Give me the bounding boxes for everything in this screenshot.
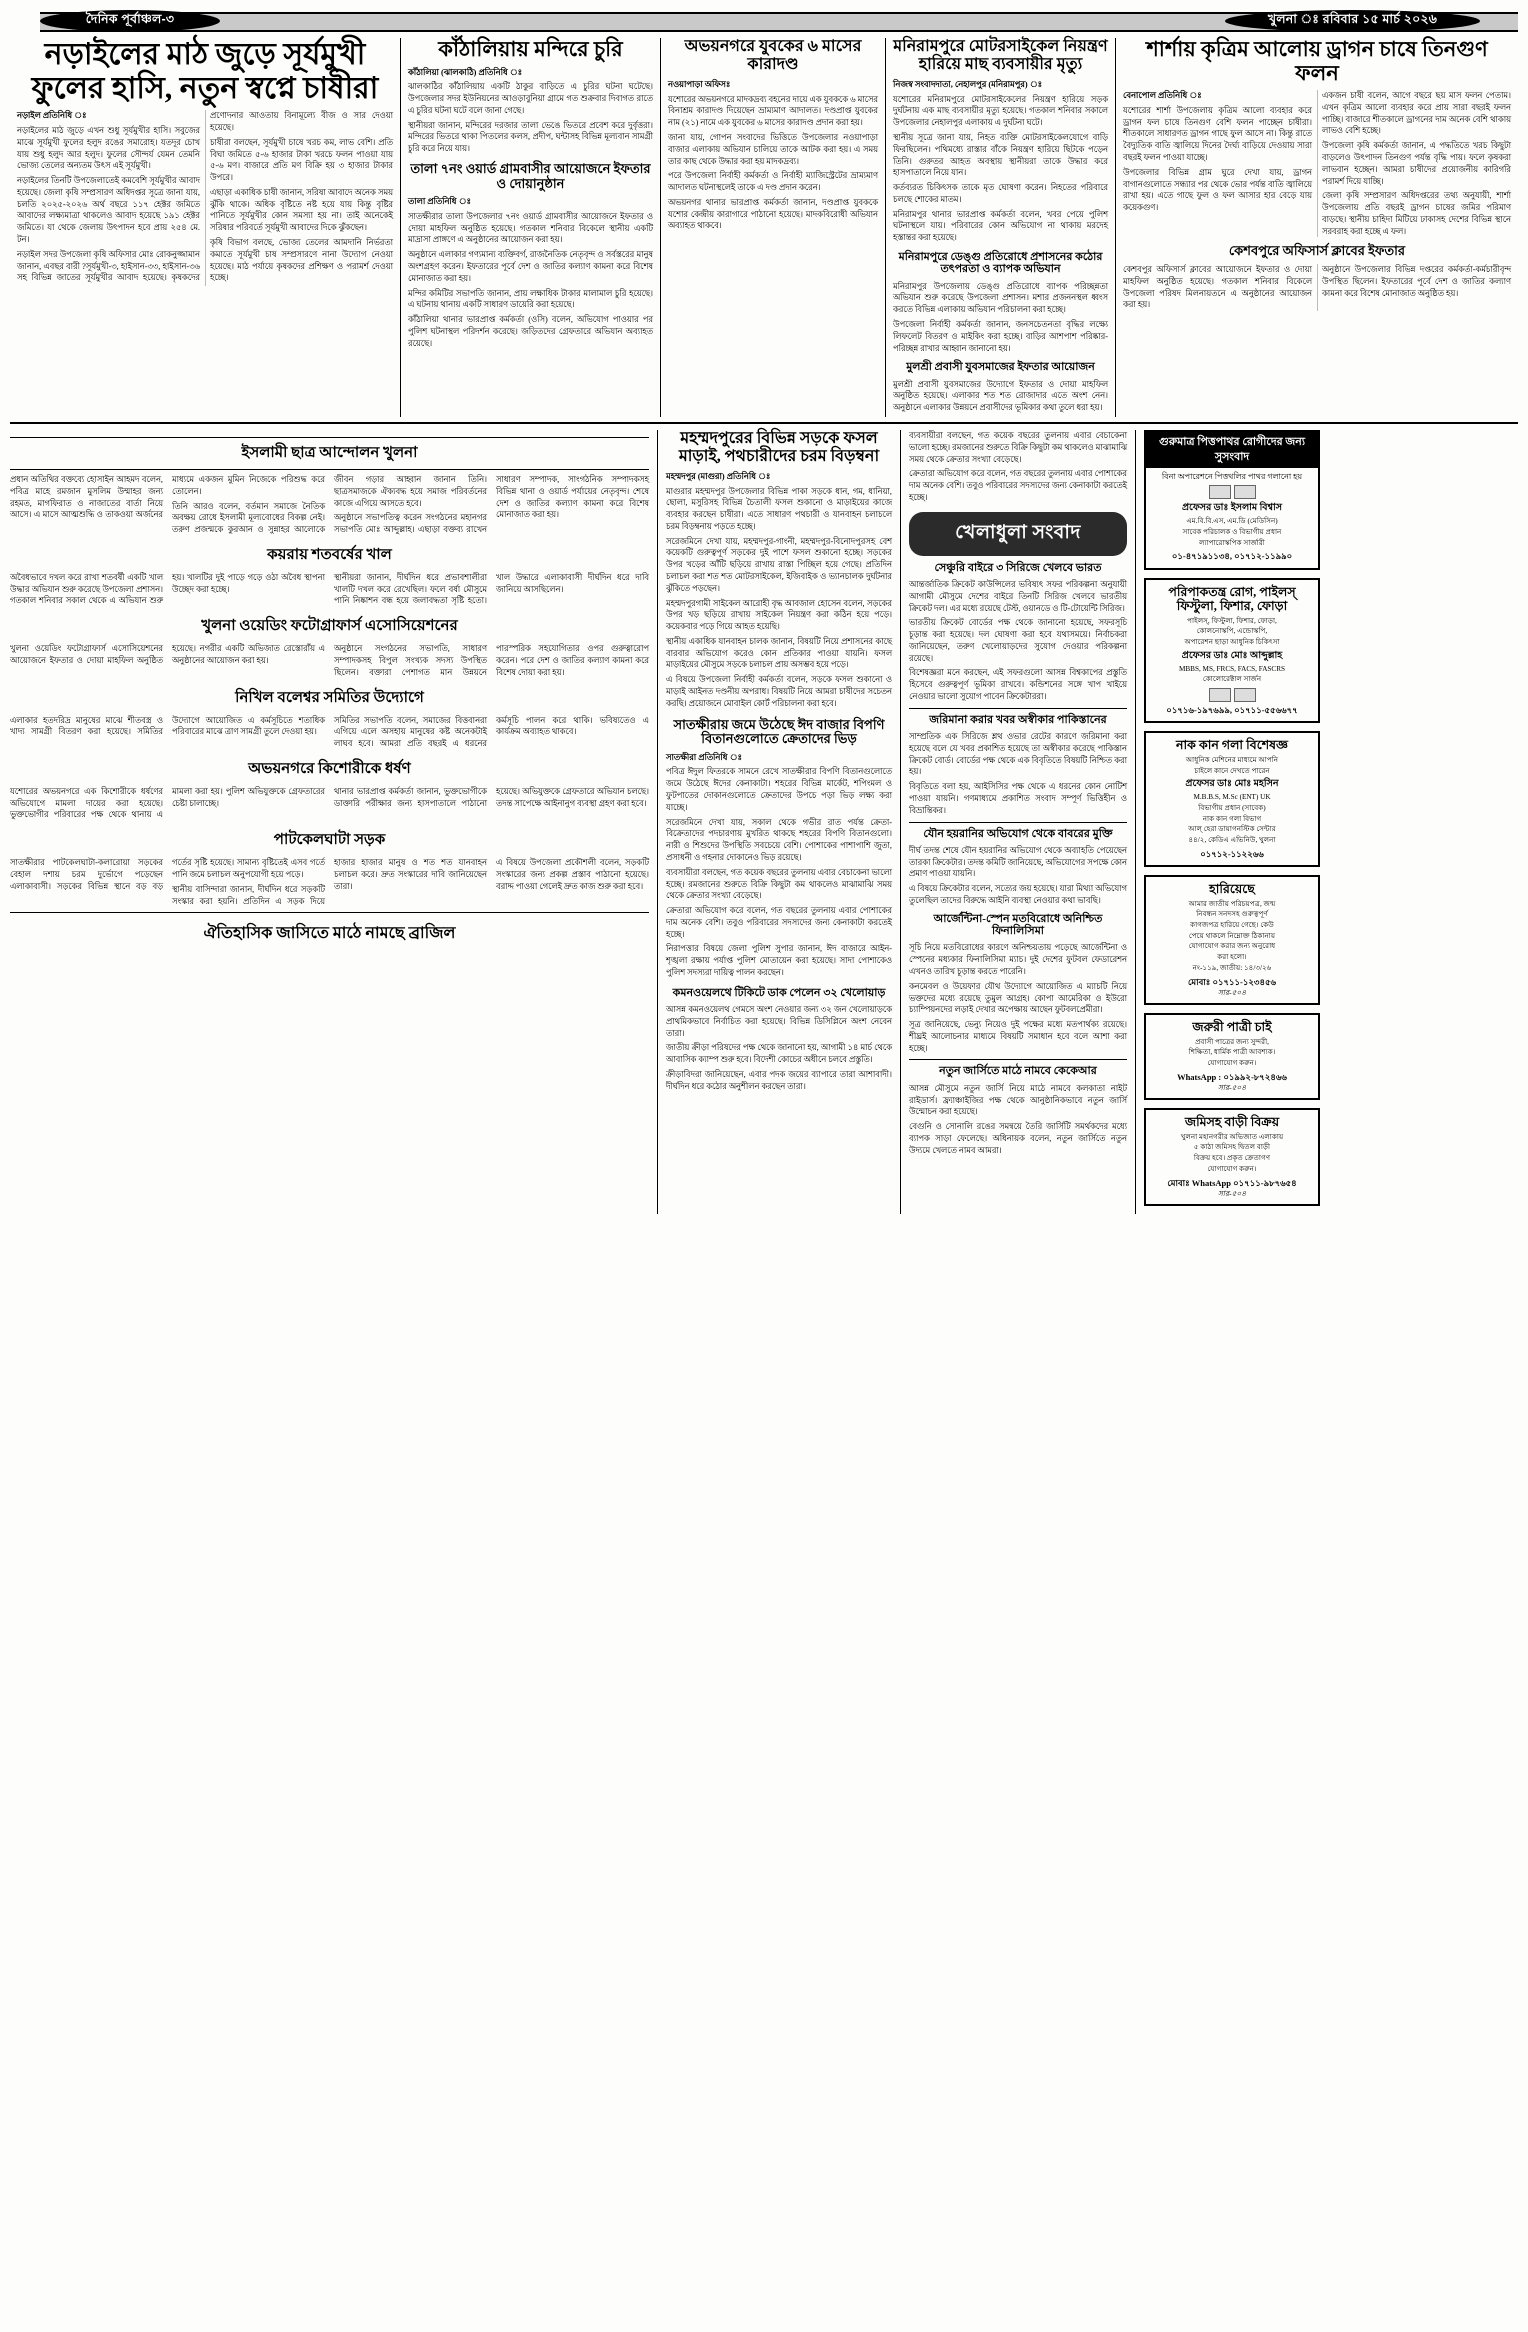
ad-lost-documents[interactable] [1144, 875, 1320, 1005]
story-body [17, 110, 393, 285]
story-paragraph: উপজেলা নির্বাহী কর্মকর্তা জানান, জনসচেতনতা বৃদ্ধির লক্ষ্যে লিফলেট বিতরণ ও মাইকিং করা হচ্ছে। বাড়ির আশপাশ পরিষ্কার-পরিচ্ছন্ন রাখার আহ্বান জানানো হয়। [893, 319, 1108, 353]
ad-doctor-name: প্রফেসর ডাঃ মোঃ মহসিন [1185, 779, 1279, 790]
story-body [666, 1004, 892, 1092]
section-head-koyra-khal: কয়রায় শতবর্ষের খাল [267, 546, 392, 563]
ad-line: প্রবাসী পাত্রের জন্য সুন্দরী, [1195, 1037, 1269, 1046]
story-paragraph: ক্রেতারা অভিযোগ করে বলেন, গত বছরের তুলনায় এবার পোশাকের দাম অনেক বেশি। তবুও পরিবারের সদস্যদের জন্য কেনাকাটা করতেই হচ্ছে। [909, 469, 1127, 502]
sub-story-byline: তালা প্রতিনিধি ঃ [408, 197, 471, 207]
story-paragraph: উপজেলার বিভিন্ন গ্রাম ঘুরে দেখা যায়, ড্রাগন বাগানগুলোতে সন্ধ্যার পর থেকে ভোর পর্যন্ত বাতি জ্বালিয়ে রাখা হয়। এতে গাছে ফুল ও ফল আসার হার বেড়ে যায় কয়েকগুণ। [1123, 167, 1312, 213]
sports-column [901, 430, 1136, 1214]
ad-footer-code: সার-৫০৪ [1217, 1189, 1247, 1199]
section-head-abhaynagar-rape: অভয়নগরে কিশোরীকে ধর্ষণ [248, 760, 411, 777]
ad-line: কোলোরেক্টাল সার্জন [1202, 675, 1262, 684]
satkhira-overflow [909, 430, 1127, 504]
clinic-logo-icon [1209, 485, 1231, 499]
story-headline-mohammadpur: মহম্মদপুরের বিভিন্ন সড়কে ফসল মাড়াই, পথচারীদের চরম বিড়ম্বনা [678, 429, 880, 465]
story-paragraph: অনুষ্ঠানে সংগঠনের সভাপতি, সাধারণ সম্পাদকসহ বিপুল সংখ্যক সদস্য উপস্থিত ছিলেন। বক্তারা পেশাগত মান উন্নয়নে পারস্পরিক সহযোগিতার ওপর গুরুত্বারোপ করেন। পরে দেশ ও জাতির কল্যাণ কামনা করে বিশেষ দোয়া করা হয়। [334, 644, 649, 677]
story-paragraph: স্থানীয় একাধিক যানবাহন চালক জানান, বিষয়টি নিয়ে প্রশাসনের কাছে বারবার অভিযোগ করেও কোন প্রতিকার পাওয়া যায়নি। ফসল মাড়াইয়ের মৌসুমে সড়কে চলাচল প্রায় অসম্ভব হয়ে পড়ে। [666, 636, 892, 670]
advertisement-column [1136, 430, 1320, 1214]
story-body [666, 471, 892, 710]
ad-phone[interactable]: ০১৭১২-১১২২৬৬ [1200, 848, 1264, 859]
story-paragraph: জানা যায়, গোপন সংবাদের ভিত্তিতে উপজেলার নওয়াপাড়া বাজার এলাকায় অভিযান চালিয়ে তাকে আটক করা হয়। এ সময় তার কাছ থেকে উদ্ধার করা হয় মাদকদ্রব্য। [668, 132, 878, 166]
ad-banner-title: গুরুমাত্র পিত্তপাথর রোগীদের জন্য সুসংবাদ [1146, 432, 1318, 468]
story-paragraph: স্থানীয় সূত্রে জানা যায়, নিহত ব্যক্তি মোটরসাইকেলযোগে বাড়ি ফিরছিলেন। পথিমধ্যে রাস্তার বাঁকে নিয়ন্ত্রণ হারিয়ে ছিটকে পড়েন তিনি। গুরুতর আহত অবস্থায় স্থানীয়রা তাকে উদ্ধার করে হাসপাতালে নিয়ে যান। [893, 132, 1108, 178]
ad-line: নিবন্ধন সনদসহ গুরুত্বপূর্ণ [1196, 910, 1268, 919]
ad-line: যোগাযোগ করার জন্য অনুরোধ [1188, 942, 1276, 951]
story-kathalia-temple-theft [400, 38, 660, 417]
story-paragraph: মনিরামপুর থানার ভারপ্রাপ্ত কর্মকর্তা বলেন, খবর পেয়ে পুলিশ ঘটনাস্থলে যায়। পরিবারের কোন অভিযোগ না থাকায় মরদেহ হস্তান্তর করা হয়েছে। [893, 209, 1108, 243]
story-paragraph: উপজেলা কৃষি কর্মকর্তা জানান, এ পদ্ধতিতে খরচ কিছুটা বাড়লেও উৎপাদন তিনগুণ পর্যন্ত বৃদ্ধি পায়। ফলে কৃষকরা লাভবান হচ্ছেন। আমরা চাষীদের প্রয়োজনীয় কারিগরি পরামর্শ দিয়ে যাচ্ছি। [1322, 141, 1511, 186]
sub-headline-tala-ward: তালা ৭নং ওয়ার্ড গ্রামবাসীর আয়োজনে ইফতার ও দোয়ানুষ্ঠান [410, 160, 651, 191]
story-paragraph: স্থানীয়রা জানান, দীর্ঘদিন ধরে প্রভাবশালীরা খালটি দখল করে রেখেছিল। ফলে বর্ষা মৌসুমে পানি নিষ্কাশন বন্ধ হয়ে জলাবদ্ধতা সৃষ্টি হতো। খাল উদ্ধারে এলাকাবাসী দীর্ঘদিন ধরে দাবি জানিয়ে আসছিলেন। [334, 572, 649, 606]
story-paragraph: নড়াইলের তিনটি উপজেলাতেই কমবেশি সূর্যমুখীর আবাদ হয়েছে। জেলা কৃষি সম্প্রসারণ অধিদপ্তর সূত্রে জানা যায়, চলতি ২০২৫-২০২৬ অর্থ বছরে ১১৭ হেক্টর জমিতে আবাদের লক্ষ্যমাত্রা থাকলেও আবাদ হয়েছে ১৯১ হেক্টর জমিতে। যা থেকে জেলায় উৎপাদন হবে প্রায় ২৫৪ মে. টন। [17, 176, 200, 244]
story-paragraph: আসন্ন মৌসুমে নতুন জার্সি নিয়ে মাঠে নামবে কলকাতা নাইট রাইডার্স। ফ্র্যাঞ্চাইজির পক্ষ থেকে আনুষ্ঠানিকভাবে নতুন জার্সি উন্মোচন করা হয়েছে। [909, 1083, 1127, 1117]
ad-ent-specialist[interactable] [1144, 731, 1320, 867]
story-paragraph: জাতীয় ক্রীড়া পরিষদের পক্ষ থেকে জানানো হয়, আগামী ১৪ মার্চ থেকে আবাসিক ক্যাম্প শুরু হবে। বিদেশী কোচের অধীনে চলবে প্রস্তুতি। [666, 1043, 892, 1065]
sports-headline-babar-cleared: যৌন হয়রানির অভিযোগ থেকে বাবরের মুক্তি [923, 827, 1113, 840]
story-paragraph: এলাকার হতদরিদ্র মানুষের মাঝে শীতবস্ত্র ও খাদ্য সামগ্রী বিতরণ করা হয়েছে। সমিতির উদ্যোগে আয়োজিত এ কর্মসূচিতে শতাধিক পরিবারের মাঝে ত্রাণ সামগ্রী তুলে দেওয়া হয়। [10, 715, 325, 737]
ad-footer-code: সার-৫০৪ [1217, 1083, 1247, 1093]
sports-headline-kkr-jersey: নতুন জার্সিতে মাঠে নামবে কেকেআর [939, 1065, 1097, 1078]
ad-line: কাগজপত্র হারিয়ে গেছে। কেউ [1190, 920, 1274, 929]
story-paragraph: স্থানীয় বাসিন্দারা জানান, দীর্ঘদিন ধরে সড়কটি সংস্কার করা হয়নি। প্রতিদিন এ সড়ক দিয়ে হাজার হাজার মানুষ ও শত শত যানবাহন চলাচল করে। দ্রুত সংস্কারের দাবি জানিয়েছেন তারা। [172, 858, 487, 906]
story-paragraph: মাগুরার মহম্মদপুর উপজেলার বিভিন্ন পাকা সড়কে ধান, গম, ধানিয়া, ছোলা, মসুরিসহ বিভিন্ন চৈতালী ফসল শুকানো ও মাড়াইয়ের কাজে ব্যবহার করছেন চাষীরা। এতে সাধারণ পথচারী ও যানবাহন চলাচলে চরম বিড়ম্বনায় পড়তে হচ্ছে। [666, 486, 892, 531]
sub-story-body [893, 379, 1108, 414]
story-paragraph: আন্তর্জাতিক ক্রিকেট কাউন্সিলের ভবিষ্যৎ সফর পরিকল্পনা অনুযায়ী আগামী মৌসুমে দেশের বাইরে তিনটি সিরিজ খেলবে ভারতীয় ক্রিকেট দল। এর মধ্যে রয়েছে টেস্ট, ওয়ানডে ও টি-টোয়েন্টি সিরিজ। [909, 579, 1127, 613]
story-paragraph: এ বিষয়ে উপজেলা নির্বাহী কর্মকর্তা বলেন, সড়কে ফসল শুকানো ও মাড়াই আইনত দণ্ডনীয় অপরাধ। বিষয়টি নিয়ে আমরা চাষীদের সচেতন করছি। প্রয়োজনে মোবাইল কোর্ট পরিচালনা করা হবে। [666, 675, 892, 708]
ad-title: জরুরী পাত্রী চাই [1192, 1020, 1272, 1035]
story-paragraph: খুলনা ওয়েডিং ফটোগ্রাফার্স এসোসিয়েশনের আয়োজনে ইফতার ও দোয়া মাহফিল অনুষ্ঠিত হয়েছে। নগরীর একটি অভিজাত রেস্তোরাঁয় এ অনুষ্ঠানের আয়োজন করা হয়। [10, 644, 325, 665]
section-divider [10, 422, 1518, 424]
story-paragraph: নিরাপত্তার বিষয়ে জেলা পুলিশ সুপার জানান, ঈদ বাজারে আইন-শৃঙ্খলা রক্ষায় পর্যাপ্ত পুলিশ মোতায়েন করা হয়েছে। সাদা পোশাকেও পুলিশ সদস্যরা দায়িত্ব পালন করছেন। [666, 944, 892, 977]
section-divider [909, 1059, 1127, 1060]
story-body [668, 79, 878, 232]
story-body [893, 79, 1108, 244]
story-paragraph: অনুষ্ঠানে সভাপতিত্ব করেন সংগঠনের মহানগর সভাপতি মোঃ আব্দুল্লাহ। এছাড়া বক্তব্য রাখেন সাধারণ সম্পাদক, সাংগঠনিক সম্পাদকসহ বিভিন্ন থানা ও ওয়ার্ড পর্যায়ের নেতৃবৃন্দ। শেষে দেশ ও জাতির কল্যাণ কামনা করে বিশেষ মোনাজাত করা হয়। [334, 474, 649, 535]
sports-body [909, 579, 1127, 703]
section-head-wedding-photographers: খুলনা ওয়েডিং ফটোগ্রাফার্স এসোসিয়েশনের [201, 618, 458, 635]
section-body [10, 474, 649, 536]
story-paragraph: তিনি আরও বলেন, বর্তমান সমাজে নৈতিক অবক্ষয় রোধে ইসলামী মূল্যবোধের বিকল্প নেই। তরুণ প্রজন্মকে কুরআন ও সুন্নাহর আলোকে জীবন গড়ার আহ্বান জানান তিনি। ছাত্রসমাজকে ঐক্যবদ্ধ হয়ে সমাজ পরিবর্তনের কাজে এগিয়ে আসতে হবে। [172, 474, 487, 535]
story-byline: বেনাপোল প্রতিনিধি ঃ [1123, 91, 1202, 101]
masthead-edition-pill: দৈনিক পূর্বাঞ্চল-৩ [40, 10, 220, 32]
ad-line: M.B.B.S, M.Sc (ENT) UK [1193, 793, 1271, 802]
story-body [666, 752, 892, 979]
story-paragraph: থানার ভারপ্রাপ্ত কর্মকর্তা জানান, ভুক্তভোগীকে ডাক্তারি পরীক্ষার জন্য হাসপাতালে পাঠানো হয়েছে। অভিযুক্তকে গ্রেফতারে অভিযান চলছে। তদন্ত সাপেক্ষে আইনানুগ ব্যবস্থা গ্রহণ করা হবে। [334, 786, 649, 808]
ad-footer-code: সার-৫০৪ [1217, 988, 1247, 998]
ad-line: বিক্রয় হবে। প্রকৃত ক্রেতাগণ [1193, 1154, 1271, 1163]
story-headline: অভয়নগরে যুবকের ৬ মাসের কারাদণ্ড [684, 38, 862, 73]
ad-line: পাইলস্, ফিস্টুলা, ফিশার, ফোড়া, [1187, 616, 1277, 625]
ad-phone[interactable]: ০১-৪৭১৯১১৩৪, ০১৭১২-১১৯৯০ [1171, 551, 1293, 562]
ad-line: ৪৪/২, কেডিএ এভিনিউ, খুলনা [1188, 835, 1276, 844]
story-paragraph: কেশবপুর অফিসার্স ক্লাবের আয়োজনে ইফতার ও দোয়া মাহফিল অনুষ্ঠিত হয়েছে। গতকাল শনিবার বিকেলে উপজেলা পরিষদ মিলনায়তনে এ অনুষ্ঠানের আয়োজন করা হয়। [1123, 264, 1312, 310]
story-body [909, 942, 1127, 1054]
story-body [408, 67, 653, 155]
story-paragraph: এ বিষয়ে ক্রিকেটার বলেন, সত্যের জয় হয়েছে। যারা মিথ্যা অভিযোগ তুলেছিল তাদের বিরুদ্ধে আইনি ব্যবস্থা নেওয়ার কথা ভাবছি। [909, 884, 1127, 905]
sports-headline-pakistan-fine: জরিমানা করার খবর অস্বীকার পাকিস্তানের [929, 713, 1107, 726]
sports-body [909, 731, 1127, 816]
ad-line: বিনা অপারেশনে পিত্তথলির পাথর গলানো হয় [1161, 471, 1303, 481]
ad-logo-row [1152, 688, 1312, 702]
story-abhaynagar-jail [660, 38, 885, 417]
story-sharsha-dragon [1115, 38, 1518, 417]
story-paragraph: কৃষি বিভাগ বলছে, ভোজ্য তেলের আমদানি নির্ভরতা কমাতে সূর্যমুখী চাষ সম্প্রসারণে নানা উদ্যোগ নেওয়া হয়েছে। মাঠ পর্যায়ে কৃষকদের প্রশিক্ষণ ও পরামর্শ দেওয়া হচ্ছে। [210, 238, 393, 283]
ad-bride-wanted[interactable] [1144, 1013, 1320, 1100]
ad-house-for-sale[interactable] [1144, 1108, 1320, 1206]
story-byline: নড়াইল প্রতিনিধি ঃ [17, 111, 87, 121]
story-byline: কাঁঠালিয়া (ঝালকাঠি) প্রতিনিধি ঃ [408, 67, 523, 77]
story-paragraph: ব্যবসায়ীরা বলছেন, গত কয়েক বছরের তুলনায় এবার বেচাকেনা ভালো হচ্ছে। রমজানের শুরুতে বিক্রি কিছুটা কম থাকলেও মাঝামাঝি সময় থেকে ক্রেতার সংখ্যা বেড়েছে। [666, 867, 892, 901]
story-paragraph: নড়াইলের মাঠ জুড়ে এখন শুধু সূর্যমুখীর হাসি। সবুজের মাঝে সূর্যমুখী ফুলের হলুদ রঙের সমারোহ। যতদূর চোখ যায় শুধু হলুদ আর হলুদ। ফুলের সৌন্দর্য যেমন তেমনি ভোজ্য তেলের অন্যতম উৎস এই সূর্যমুখী। [17, 125, 200, 171]
story-paragraph: ক্রীড়াবিদরা জানিয়েছেন, এবার পদক জয়ের ব্যাপারে তারা আশাবাদী। দীর্ঘদিন ধরে কঠোর অনুশীলন করছেন তারা। [666, 1069, 892, 1091]
sub-story-body [893, 281, 1108, 355]
story-paragraph: মনিরামপুর উপজেলায় ডেঙ্গু প্রতিরোধে ব্যাপক পরিচ্ছন্নতা অভিযান শুরু করেছে উপজেলা প্রশাসন। মশার প্রজননস্থল ধ্বংস করতে বিভিন্ন এলাকায় অভিযান পরিচালনা করা হচ্ছে। [893, 281, 1108, 315]
sub-headline-keshabpur-iftar: কেশবপুরে অফিসার্স ক্লাবের ইফতার [1228, 243, 1406, 259]
section-head-brazil: ঐতিহাসিক জাসিতে মাঠে নামছে ব্রাজিল [203, 925, 456, 943]
ad-line: MBBS, MS, FRCS, FACS, FASCRS [1178, 664, 1285, 673]
ad-line: সাবেক পরিচালক ও বিভাগীয় প্রধান [1182, 527, 1282, 536]
sub-story-body [1123, 264, 1511, 311]
ad-line: এম.বি.বি.এস, এম.ডি (মেডিসিন) [1186, 517, 1278, 526]
ad-line: কোলনোস্কপি, এন্ডোস্কপি, [1196, 627, 1268, 636]
ad-phone[interactable]: ০১৭১৬-১৯৭৬৯৯, ০১৭১১-৫৫৬৬৭৭ [1166, 705, 1298, 716]
story-body [1123, 90, 1511, 237]
masthead-date-pill: খুলনা ঃ রবিবার ১৫ মার্চ ২০২৬ [1225, 10, 1480, 32]
section-body [10, 572, 649, 607]
top-stories-grid [10, 38, 1518, 417]
story-headline-commonwealth: কমনওয়েলথে টিকিটে ডাক পেলেন ৩২ খেলোয়াড় [672, 986, 886, 999]
ad-title: জমিসহ বাড়ী বিক্রয় [1184, 1115, 1280, 1130]
sports-body [909, 1083, 1127, 1157]
story-paragraph: এছাড়া একাধিক চাষী জানান, সরিষা আবাদে অনেক সময় ঝুঁকি থাকে। অধিক বৃষ্টিতে নষ্ট হয়ে যায় কিন্তু বৃষ্টির পানিতে সূর্যমুখীর কোন সমস্যা হয় না। তাই অনেকেই সরিষার পরিবর্তে সূর্যমুখী আবাদের দিকে ঝুঁকছেন। [210, 187, 393, 233]
story-headline: শার্শায় কৃত্রিম আলোয় ড্রাগন চাষে তিনগুণ ফলন [1146, 37, 1488, 85]
story-paragraph: পবিত্র ঈদুল ফিতরকে সামনে রেখে সাতক্ষীরার বিপণি বিতানগুলোতে জমে উঠেছে ঈদের কেনাকাটা। শহরের বিভিন্ন মার্কেট, শপিংমল ও ফুটপাতের দোকানগুলোতে ক্রেতাদের উপচে পড়া ভিড় লক্ষ্য করা যাচ্ছে। [666, 767, 892, 812]
story-paragraph: কাঁঠালিয়া থানার ভারপ্রাপ্ত কর্মকর্তা (ওসি) বলেন, অভিযোগ পাওয়ার পর পুলিশ ঘটনাস্থল পরিদর্শন করেছে। জড়িতদের গ্রেফতারে অভিযান অব্যাহত রয়েছে। [408, 315, 653, 348]
story-headline-finalissima: আর্জেন্টিনা-স্পেন মতবিরোধে অনিশ্চিত ফিনালিসিমা [933, 912, 1103, 938]
story-narail-sunflower [10, 38, 400, 417]
ad-line: যোগাযোগ করুন। [1207, 1058, 1257, 1067]
ad-line: খুলনা মহানগরীর অভিজাত এলাকায় [1180, 1132, 1284, 1141]
story-headline: নড়াইলের মাঠ জুড়ে সূর্যমুখী ফুলের হাসি, নতুন স্বপ্নে চাষীরা [31, 38, 379, 105]
sub-headline-mulshri-iftar: মুলশ্রী প্রবাসী যুবসমাজের ইফতার আয়োজন [906, 361, 1095, 374]
story-byline: মহম্মদপুর (মাগুরা) প্রতিনিধি ঃ [666, 471, 771, 481]
ad-line: নং-১১৯, জাতীয়: ১৪/৩/২৬ [1192, 963, 1272, 972]
story-paragraph: বেগুনি ও সোনালি রঙের সমন্বয়ে তৈরি জার্সিটি সমর্থকদের মধ্যে ব্যাপক সাড়া ফেলেছে। অধিনায়ক বলেন, নতুন জার্সিতে নতুন উদ্যমে খেলতে নামব আমরা। [909, 1122, 1127, 1155]
ad-line: আধুনিক মেশিনের মাধ্যমে আপনি [1185, 755, 1279, 764]
story-paragraph: কর্তব্যরত চিকিৎসক তাকে মৃত ঘোষণা করেন। নিহতের পরিবারে চলছে শোকের মাতম। [893, 183, 1108, 204]
ad-title: হারিয়েছে [1209, 882, 1255, 897]
story-byline: নওয়াপাড়া অফিসঃ [668, 79, 731, 89]
story-paragraph: অবৈধভাবে দখল করে রাখা শতবর্ষী একটি খাল উদ্ধার অভিযান শুরু করেছে উপজেলা প্রশাসন। গতকাল শনিবার সকাল থেকে এ অভিযান শুরু হয়। খালটির দুই পাড়ে গড়ে ওঠা অবৈধ স্থাপনা উচ্ছেদ করা হচ্ছে। [10, 572, 325, 606]
story-headline-satkhira-eid: সাতক্ষীরায় জমে উঠেছে ঈদ বাজার বিপণি বিতানগুলোতে ক্রেতাদের ভিড় [673, 716, 885, 747]
story-paragraph: ঝালকাঠির কাঁঠালিয়ায় একটি ঠাকুর বাড়িতে এ চুরির ঘটনা ঘটেছে। উপজেলার সদর ইউনিয়নের আওড়াবুনিয়া গ্রামে গত শুক্রবার দিবাগত রাতে এ চুরির ঘটনা ঘটে বলে জানা গেছে। [408, 82, 653, 115]
ad-gallstone[interactable] [1144, 430, 1320, 570]
clinic-logo-icon [1209, 688, 1231, 702]
sports-headline-india-series: সেঞ্চুরি বাইরে ৩ সিরিজে খেলবে ভারত [934, 561, 1102, 574]
section-head-patkelghata-road: পাটকেলঘাটা সড়ক [273, 832, 386, 849]
story-headline: কাঁঠালিয়ায় মন্দিরে চুরি [438, 37, 623, 61]
story-paragraph: ব্যবসায়ীরা বলছেন, গত কয়েক বছরের তুলনায় এবার বেচাকেনা ভালো হচ্ছে। রমজানের শুরুতে বিক্রি কিছুটা কম থাকলেও মাঝামাঝি সময় থেকে ক্রেতার সংখ্যা বেড়েছে। [909, 430, 1127, 464]
sports-section-banner: খেলাধুলা সংবাদ [909, 512, 1127, 556]
section-body [10, 786, 649, 821]
ad-title: নাক কান গলা বিশেষজ্ঞ [1176, 738, 1288, 753]
section-body [10, 643, 649, 678]
ad-line: চাইলে কানে দেখতে পারেন [1194, 766, 1270, 775]
ad-line: পেয়ে থাকলে নিম্নোক্ত ঠিকানায় [1188, 931, 1276, 940]
story-paragraph: জেলা কৃষি সম্প্রসারণ অধিদপ্তরের তথ্য অনুযায়ী, শার্শা উপজেলায় প্রতি বছরই ড্রাগন চাষের জমির পরিমাণ বাড়ছে। স্থানীয় চাহিদা মিটিয়ে ঢাকাসহ দেশের বিভিন্ন স্থানে সরবরাহ করা হচ্ছে এ ফল। [1322, 191, 1511, 236]
story-paragraph: কনমেবল ও উয়েফার যৌথ উদ্যোগে আয়োজিত এ ম্যাচটি নিয়ে ভক্তদের মধ্যে রয়েছে তুমুল আগ্রহ। কোপা আমেরিকা ও ইউরো চ্যাম্পিয়নদের লড়াই দেখার অপেক্ষায় আছেন ফুটবলপ্রেমীরা। [909, 981, 1127, 1015]
section-divider [10, 912, 649, 913]
sub-headline-dengue: মনিরামপুরে ডেঙ্গু প্রতিরোধে প্রশাসনের কঠোর তৎপরতা ও ব্যাপক অভিযান [898, 250, 1103, 276]
ad-phone[interactable]: WhatsApp : ০১৯৯২-৮৭২৪৬৬ [1177, 1071, 1287, 1082]
section-head-islami-chhatra: ইসলামী ছাত্র আন্দোলন খুলনা [10, 437, 649, 470]
clinic-logo-icon [1234, 485, 1256, 499]
lower-left-column [10, 430, 658, 1214]
story-paragraph: সূত্র জানিয়েছে, ভেন্যু নিয়েও দুই পক্ষের মধ্যে মতপার্থক্য রয়েছে। শীঘ্রই আলোচনার মাধ্যমে বিষয়টি সমাধান হবে বলে আশা করা হচ্ছে। [909, 1020, 1127, 1053]
story-paragraph: যশোরের অভয়নগরে মাদকদ্রব্য বহনের দায়ে এক যুবককে ৬ মাসের বিনাশ্রম কারাদণ্ড দিয়েছেন ভ্রাম্যমাণ আদালত। দণ্ডপ্রাপ্ত যুবকের নাম (২১) নামে এক যুবকের ৬ মাসের কারাদণ্ড প্রদান করা হয়। [668, 94, 878, 128]
story-paragraph: এ বিষয়ে উপজেলা প্রকৌশলী বলেন, সড়কটি সংস্কারের জন্য প্রকল্প প্রস্তাব পাঠানো হয়েছে। বরাদ্দ পাওয়া গেলেই দ্রুত কাজ শুরু করা হবে। [496, 858, 649, 891]
story-paragraph: চাষীরা বলছেন, সূর্যমুখী চাষে খরচ কম, লাভ বেশি। প্রতি বিঘা জমিতে ৫-৬ হাজার টাকা খরচে ফলন পাওয়া যায় ৫-৬ মণ। বাজারে প্রতি মণ বিক্রি হয় ৩ হাজার টাকার উপরে। [210, 137, 393, 183]
story-paragraph: পরে উপজেলা নির্বাহী কর্মকর্তা ও নির্বাহী ম্যাজিস্ট্রেটের ভ্রাম্যমাণ আদালত ঘটনাস্থলেই তাকে এ দণ্ড প্রদান করেন। [668, 171, 878, 193]
story-paragraph: সাম্প্রতিক এক সিরিজে শ্লথ ওভার রেটের কারণে জরিমানা করা হয়েছে বলে যে খবর প্রকাশিত হয়েছে তা অস্বীকার করেছে পাকিস্তান ক্রিকেট বোর্ড। বোর্ডের পক্ষ থেকে এক বিবৃতিতে বিষয়টি নিশ্চিত করা হয়। [909, 732, 1127, 777]
story-manirampur-accident [885, 38, 1115, 417]
ad-line: ল্যাপারোস্কপিক সার্জারী [1199, 538, 1265, 547]
story-paragraph: যশোরের শার্শা উপজেলায় কৃত্রিম আলো ব্যবহার করে ড্রাগন ফল চাষে তিনগুণ বেশি ফলন পাচ্ছেন চাষীরা। শীতকালে সাধারণত ড্রাগন গাছে ফুল আসে না। কিন্তু রাতে বৈদ্যুতিক বাতি জ্বালিয়ে দিনের দৈর্ঘ্য বাড়িয়ে দেওয়ায় সারা বছরই ফলন পাওয়া যাচ্ছে। [1123, 105, 1312, 162]
section-divider [909, 708, 1127, 709]
ad-line: বিভাগীয় প্রধান (সাবেক) [1198, 803, 1266, 812]
ad-phone[interactable]: মোবাঃ WhatsApp ০১৭১১-৯৮৭৬৫৪ [1167, 1177, 1297, 1188]
lower-mid-column [658, 430, 901, 1214]
section-head-nikhil-samiti: নিখিল বলেশ্বর সমিতির উদ্যোগে [235, 689, 424, 706]
story-byline: নিজস্ব সংবাদদাতা, নেহালপুর (মনিরামপুর) ঃ [893, 79, 1043, 89]
story-paragraph: একজন চাষী বলেন, আগে বছরে ছয় মাস ফলন পেতাম। এখন কৃত্রিম আলো ব্যবহার করে প্রায় সারা বছরই ফলন পাচ্ছি। বাজারে শীতকালে ড্রাগনের দাম অনেক বেশি থাকায় লাভও বেশি হচ্ছে। [1322, 91, 1511, 136]
ad-line: যোগাযোগ করুন। [1207, 1164, 1257, 1173]
ad-phone[interactable]: মোবাঃ ০১৭১১-১২৩৪৫৬ [1187, 976, 1277, 987]
story-paragraph: সাতক্ষীরার তালা উপজেলার ৭নং ওয়ার্ড গ্রামবাসীর আয়োজনে ইফতার ও দোয়া মাহফিল অনুষ্ঠিত হয়েছে। গতকাল শনিবার বিকেলে স্থানীয় একটি মাদ্রাসা প্রাঙ্গণে এ অনুষ্ঠানের আয়োজন করা হয়। [408, 211, 653, 245]
story-paragraph: অভয়নগর থানার ভারপ্রাপ্ত কর্মকর্তা জানান, দণ্ডপ্রাপ্ত যুবককে যশোর কেন্দ্রীয় কারাগারে পাঠানো হয়েছে। মাদকবিরোধী অভিযান অব্যাহত থাকবে। [668, 197, 878, 231]
story-byline: সাতক্ষীরা প্রতিনিধি ঃ [666, 752, 742, 762]
ad-line: আমার জাতীয় পরিচয়পত্র, জন্ম [1188, 899, 1276, 908]
section-body [10, 715, 649, 750]
ad-line: করা হলো। [1217, 953, 1247, 962]
story-paragraph: বিবৃতিতে বলা হয়, আইসিসির পক্ষ থেকে এ ধরনের কোন নোটিশ পাওয়া যায়নি। গণমাধ্যমে প্রকাশিত সংবাদ সম্পূর্ণ ভিত্তিহীন ও বিভ্রান্তিকর। [909, 782, 1127, 815]
ad-piles-fistula[interactable] [1144, 578, 1320, 724]
story-paragraph: সরেজমিনে দেখা যায়, সকাল থেকে গভীর রাত পর্যন্ত ক্রেতা-বিক্রেতাদের পদচারণায় মুখরিত থাকছে শহরের বিপণি বিতানগুলো। নারী ও শিশুদের উপস্থিতি সবচেয়ে বেশি। পোশাকের পাশাপাশি জুতা, প্রসাধনী ও গহনার দোকানেও ভিড় রয়েছে। [666, 817, 892, 862]
story-paragraph: মন্দির কমিটির সভাপতি জানান, প্রায় লক্ষাধিক টাকার মালামাল চুরি হয়েছে। এ ঘটনায় থানায় একটি সাধারণ ডায়েরি করা হয়েছে। [408, 288, 653, 310]
ad-line: নাক কান গলা বিভাগ [1202, 814, 1262, 823]
story-headline: মনিরামপুরে মোটরসাইকেল নিয়ন্ত্রণ হারিয়ে মাছ ব্যবসায়ীর মৃত্যু [893, 38, 1108, 73]
ad-line: ৫ কাঠা জমিসহ দ্বিতল বাড়ী [1193, 1143, 1271, 1152]
ad-doctor-name: প্রফেসর ডাঃ মোঃ আব্দুল্লাহ [1181, 650, 1283, 661]
masthead [10, 8, 1518, 34]
story-paragraph: সূচি নিয়ে মতবিরোধের কারণে অনিশ্চয়তায় পড়েছে আর্জেন্টিনা ও স্পেনের মধ্যকার ফিনালিসিমা ম্যাচ। দুই দেশের ফুটবল ফেডারেশন এখনও তারিখ চূড়ান্ত করতে পারেনি। [909, 943, 1127, 976]
story-paragraph: যশোরের অভয়নগরে এক কিশোরীকে ধর্ষণের অভিযোগে মামলা দায়ের করা হয়েছে। ভুক্তভোগীর পরিবারের পক্ষ থেকে থানায় এ মামলা করা হয়। পুলিশ অভিযুক্তকে গ্রেফতারের চেষ্টা চালাচ্ছে। [10, 786, 325, 820]
sub-story-body [408, 196, 653, 349]
story-paragraph: অনুষ্ঠানে উপজেলার বিভিন্ন দপ্তরের কর্মকর্তা-কর্মচারীবৃন্দ উপস্থিত ছিলেন। ইফতারের পূর্বে দেশ ও জাতির কল্যাণ কামনা করে বিশেষ মোনাজাত অনুষ্ঠিত হয়। [1322, 264, 1511, 298]
story-paragraph: অনুষ্ঠানে এলাকার গণ্যমান্য ব্যক্তিবর্গ, রাজনৈতিক নেতৃবৃন্দ ও সর্বস্তরের মানুষ অংশগ্রহণ করেন। ইফতারের পূর্বে দেশ ও জাতির কল্যাণ কামনা করে বিশেষ মোনাজাত করা হয়। [408, 250, 653, 283]
story-paragraph: মহম্মদপুরগামী সাইকেল আরোহী বৃদ্ধ আবজাল হোসেন বলেন, সড়কের উপর খড় ছড়িয়ে রাখায় সাইকেল নিয়ন্ত্রণ করা কঠিন হয়ে পড়ে। কয়েকবার পড়ে গিয়ে আহত হয়েছি। [666, 598, 892, 632]
story-paragraph: আসন্ন কমনওয়েলথ গেমসে অংশ নেওয়ার জন্য ৩২ জন খেলোয়াড়কে প্রাথমিকভাবে নির্বাচিত করা হয়েছে। বিভিন্ন ডিসিপ্লিনে অংশ নেবেন তারা। [666, 1005, 892, 1038]
lower-grid [10, 430, 1518, 1214]
ad-logo-row [1152, 485, 1312, 499]
sports-body [909, 845, 1127, 907]
story-paragraph: যশোরের মনিরামপুরে মোটরসাইকেলের নিয়ন্ত্রণ হারিয়ে সড়ক দুর্ঘটনায় এক মাছ ব্যবসায়ীর মৃত্যু হয়েছে। গতকাল শনিবার সকালে উপজেলার নেহালপুর এলাকায় এ দুর্ঘটনা ঘটে। [893, 94, 1108, 128]
story-paragraph: প্রধান অতিথির বক্তব্যে হোসাইন আহমদ বলেন, পবিত্র মাহে রমজান মুসলিম উম্মাহর জন্য রহমত, মাগফিরাত ও নাজাতের বার্তা নিয়ে আসে। এ মাসে আত্মশুদ্ধি ও তাকওয়া অর্জনের মাধ্যমে একজন মুমিন নিজেকে পরিশুদ্ধ করে তোলেন। [10, 474, 325, 520]
story-paragraph: দীর্ঘ তদন্ত শেষে যৌন হয়রানির অভিযোগ থেকে অব্যাহতি পেয়েছেন তারকা ক্রিকেটার। তদন্ত কমিটি জানিয়েছে, অভিযোগের সপক্ষে কোন প্রমাণ পাওয়া যায়নি। [909, 845, 1127, 879]
story-paragraph: বিশেষজ্ঞরা মনে করছেন, এই সফরগুলো আসন্ন বিশ্বকাপের প্রস্তুতি হিসেবে গুরুত্বপূর্ণ ভূমিকা রাখবে। কন্ডিশনের সঙ্গে খাপ খাইয়ে নেওয়ার ভালো সুযোগ পাবেন ক্রিকেটাররা। [909, 668, 1127, 701]
ad-line: অপারেশন ছাড়া আধুনিক চিকিৎসা [1184, 638, 1280, 647]
story-paragraph: ভারতীয় ক্রিকেট বোর্ডের পক্ষ থেকে জানানো হয়েছে, সফরসূচি চূড়ান্ত করা হয়েছে। দল ঘোষণা করা হবে যথাসময়ে। নির্বাচকরা জানিয়েছেন, তরুণ খেলোয়াড়দের সুযোগ দেওয়ার পরিকল্পনা রয়েছে। [909, 618, 1127, 663]
story-paragraph: স্থানীয়রা জানান, মন্দিরের দরজার তালা ভেঙে ভিতরে প্রবেশ করে দুর্বৃত্তরা। মন্দিরের ভিতরে থাকা পিতলের কলস, প্রদীপ, ঘন্টাসহ বিভিন্ন মূল্যবান সামগ্রী চুরি করে নিয়ে যায়। [408, 120, 653, 154]
story-paragraph: সাতক্ষীরার পাটকেলঘাটা-কলারোয়া সড়কের বেহাল দশায় চরম দুর্ভোগে পড়েছেন এলাকাবাসী। সড়কের বিভিন্ন স্থানে বড় বড় গর্তের সৃষ্টি হয়েছে। সামান্য বৃষ্টিতেই এসব গর্তে পানি জমে চলাচল অনুপযোগী হয়ে পড়ে। [10, 858, 325, 891]
story-paragraph: সমিতির সভাপতি বলেন, সমাজের বিত্তবানরা এগিয়ে এলে অসহায় মানুষের কষ্ট অনেকটাই লাঘব হবে। আমরা প্রতি বছরই এ ধরনের কর্মসূচি পালন করে থাকি। ভবিষ্যতেও এ কার্যক্রম অব্যাহত থাকবে। [334, 715, 649, 749]
story-paragraph: নড়াইল সদর উপজেলা কৃষি অফিসার মোঃ রোকনুজ্জামান জানান, এবছর বারী ?সূর্যমুখী-৩, হাইসান-৩৩, হাইসান-৩৬ সহ বিভিন্ন জাতের সূর্যমুখীর আবাদ হয়েছে। কৃষকদের প্রণোদনার আওতায় বিনামূল্যে বীজ ও সার দেওয়া হয়েছে। [17, 111, 393, 283]
ad-line: শিক্ষিতা, ধার্মিক পাত্রী আবশ্যক। [1188, 1048, 1276, 1057]
clinic-logo-icon [1234, 688, 1256, 702]
section-divider [909, 822, 1127, 823]
ad-title: পরিপাকতন্ত্র রোগ, পাইলস্ ফিস্টুলা, ফিশার, ফোড়া [1168, 584, 1296, 614]
story-paragraph: ক্রেতারা অভিযোগ করে বলেন, গত বছরের তুলনায় এবার পোশাকের দাম অনেক বেশি। তবুও পরিবারের সদস্যদের জন্য কেনাকাটা করতেই হচ্ছে। [666, 906, 892, 939]
section-body [10, 857, 649, 907]
ad-line: আল্ হেরা ডায়াগনস্টিক সেন্টার [1188, 825, 1276, 834]
story-paragraph: সরেজমিনে দেখা যায়, মহম্মদপুর-গাংনী, মহম্মদপুর-বিনোদপুরসহ বেশ কয়েকটি গুরুত্বপূর্ণ সড়কের দুই পাশে ফসল শুকানো হচ্ছে। সড়কের উপর খড়ের আঁটি ছড়িয়ে রাখায় রাস্তা পিচ্ছিল হয়ে গেছে। প্রতিদিন চলাচল করা শত শত মোটরসাইকেল, ইজিবাইক ও ভ্যানচালক দুর্ঘটনার ঝুঁকিতে পড়ছেন। [666, 536, 892, 593]
ad-doctor-name: প্রফেসর ডাঃ ইসলাম বিশ্বাস [1181, 503, 1283, 514]
story-paragraph: মুলশ্রী প্রবাসী যুবসমাজের উদ্যোগে ইফতার ও দোয়া মাহফিল অনুষ্ঠিত হয়েছে। এলাকার শত শত রোজাদার এতে অংশ নেন। অনুষ্ঠানে এলাকার উন্নয়নে প্রবাসীদের ভূমিকার কথা তুলে ধরা হয়। [893, 379, 1108, 413]
